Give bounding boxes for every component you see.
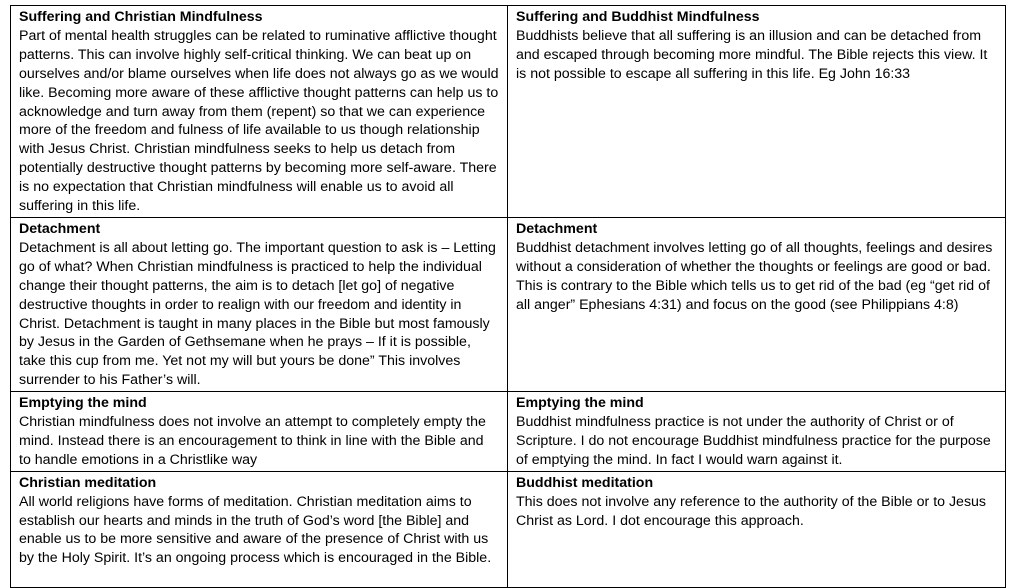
christian-detachment-cell <box>11 217 508 391</box>
table-row <box>11 6 1006 218</box>
cell-heading: Detachment <box>19 220 101 237</box>
cell-text: Part of mental health struggles can be related to ruminative afflictive thought patterns. This can involve highly self-critical thinking. We can beat up on ourselves and/or blame ourselves when life does not always go as we would like. Becoming more aware of these afflictive thought patterns can help us to acknowledge and turn away from them (repent) so that we can experience more of the freedom and fulness of life available to us though relationship with Jesus Christ. Christian mindfulness seeks to help us detach from potentially destructive thought patterns by becoming more self-aware. There is no expectation that Christian mindfulness will enable us to avoid all suffering in this life. <box>19 27 499 215</box>
buddhist-emptying-mind-cell <box>508 392 1006 472</box>
cell-text: Buddhist detachment involves letting go of all thoughts, feelings and desires without a consideration of whether the thoughts or feelings are good or bad. This is contrary to the Bible which tells us to get rid of the bad (eg “get rid of all anger” Ephesians 4:31) and focus on the good (see Philippians 4:8) <box>516 239 993 313</box>
cell-text: This does not involve any reference to the authority of the Bible or to Jesus Christ as Lord. I dot encourage this approach. <box>516 493 987 529</box>
cell-heading: Christian meditation <box>19 474 157 491</box>
cell-text: Buddhists believe that all suffering is an illusion and can be detached from and escaped through becoming more mindful. The Bible rejects this view. It is not possible to escape all suffering in this life. Eg John 16:33 <box>516 27 988 82</box>
comparison-table <box>10 5 1006 588</box>
cell-text: Detachment is all about letting go. The important question to ask is – Letting go of what? When Christian mindfulness is practiced to help the individual change their thought patterns, the aim is to detach [let go] of negative destructive thoughts in order to realign with our freedom and identity in Christ. Detachment is taught in many places in the Bible but most famously by Jesus in the Garden of Gethsemane when he prays – If it is possible, take this cup from me. Yet not my will but yours be done” This involves surrender to his Father’s will. <box>19 239 496 389</box>
table-row <box>11 471 1006 587</box>
buddhist-meditation-cell <box>508 471 1006 587</box>
christian-meditation-cell <box>11 471 508 587</box>
cell-text: Buddhist mindfulness practice is not under the authority of Christ or of Scripture. I do not encourage Buddhist mindfulness practice for the purpose of emptying the mind. In fact I would warn against it. <box>516 414 991 468</box>
cell-heading: Buddhist meditation <box>516 474 654 491</box>
cell-heading: Detachment <box>516 220 598 237</box>
cell-heading: Emptying the mind <box>19 395 147 412</box>
table-row <box>11 217 1006 391</box>
cell-text: Christian mindfulness does not involve an attempt to completely empty the mind. Instead there is an encouragement to think in line with the Bible and to handle emotions in a Christlike way <box>19 414 486 468</box>
christian-emptying-mind-cell <box>11 392 508 472</box>
buddhist-suffering-cell <box>508 6 1006 218</box>
buddhist-detachment-cell <box>508 217 1006 391</box>
christian-suffering-cell <box>11 6 508 218</box>
table-row <box>11 392 1006 472</box>
cell-heading: Suffering and Christian Mindfulness <box>19 9 263 25</box>
cell-text: All world religions have forms of meditation. Christian meditation aims to establish our hearts and minds in the truth of God’s word [the Bible] and enable us to be more sensitive and aware of the presence of Christ with us by the Holy Spirit. It’s an ongoing process which is encouraged in the Bible. <box>19 493 492 567</box>
cell-heading: Suffering and Buddhist Mindfulness <box>516 9 760 25</box>
cell-heading: Emptying the mind <box>516 395 644 412</box>
